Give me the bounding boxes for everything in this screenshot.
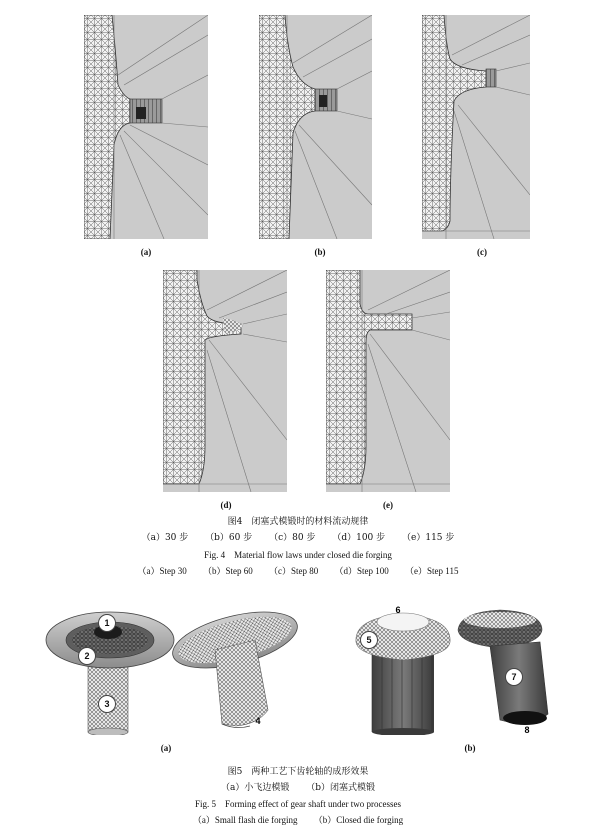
fig5-caption-cn: 图5 两种工艺下齿轮轴的成形效果 [227, 767, 369, 777]
fig5-subcaption-b-cn: （b）闭塞式模锻 [306, 783, 375, 793]
fig4-subcaption-a-cn: （a）30 步 [141, 533, 189, 543]
fig4-subcaption-a-en: （a）Step 30 [137, 566, 187, 576]
fig4-subcaption-c-cn: （c）80 步 [269, 533, 316, 543]
fig5-marker-7: 7 [505, 668, 523, 686]
fig5a-render-image [40, 600, 310, 735]
fig4-subcaptions-en [0, 566, 596, 577]
fig5-subcaption-a-en: （a）Small flash die forging [192, 815, 298, 825]
fig4b-label: (b) [314, 247, 326, 257]
fig4-subcaption-b-cn: （b）60 步 [205, 533, 253, 543]
fig4-panel-e [326, 270, 450, 492]
fig5-subcaption-b-en: （b）Closed die forging [313, 815, 404, 825]
fig4-subcaption-c-en: （c）Step 80 [269, 566, 319, 576]
fig4c-label: (c) [477, 247, 487, 257]
fig4-caption-en: Fig. 4 Material flow laws under closed die forging [204, 550, 392, 560]
fig4c-simulation-image [422, 15, 530, 239]
fig4e-simulation-image [326, 270, 450, 492]
fig5-marker-2: 2 [78, 647, 96, 665]
fig4-subcaption-e-cn: （e）115 步 [402, 533, 455, 543]
fig4-panel-d [163, 270, 287, 492]
fig4-panel-b [259, 15, 372, 239]
fig4-panel-a [84, 15, 208, 239]
fig5-marker-3: 3 [98, 695, 116, 713]
fig5-marker-1: 1 [98, 614, 116, 632]
fig4-panel-c [422, 15, 530, 239]
fig5-panel-b [350, 600, 570, 735]
fig4b-simulation-image [259, 15, 372, 239]
fig4d-simulation-image [163, 270, 287, 492]
fig5-panel-a [40, 600, 310, 735]
fig5-subcaptions-en [0, 815, 596, 826]
fig4-subcaption-d-en: （d）Step 100 [334, 566, 389, 576]
fig4a-simulation-image [84, 15, 208, 239]
fig4-subcaptions-cn [0, 533, 596, 544]
fig4-subcaption-b-en: （b）Step 60 [203, 566, 253, 576]
fig5b-render-image [350, 600, 570, 735]
fig4a-label: (a) [140, 247, 152, 257]
fig5-marker-6: 6 [395, 605, 401, 615]
fig5-marker-4: 4 [255, 716, 261, 726]
fig4e-label: (e) [383, 500, 393, 510]
fig5-marker-5: 5 [360, 631, 378, 649]
fig5-caption-en: Fig. 5 Forming effect of gear shaft under two processes [194, 799, 402, 809]
fig5a-label: (a) [160, 743, 172, 753]
fig4-caption-cn: 图4 闭塞式模锻时的材料流动规律 [227, 517, 369, 527]
fig5-subcaptions-cn [0, 783, 596, 794]
fig5-marker-8: 8 [524, 725, 530, 735]
fig4-subcaption-d-cn: （d）100 步 [332, 533, 386, 543]
fig5-subcaption-a-cn: （a）小飞边模锻 [220, 783, 290, 793]
fig4d-label: (d) [220, 500, 232, 510]
fig5b-label: (b) [464, 743, 476, 753]
fig4-subcaption-e-en: （e）Step 115 [405, 566, 459, 576]
